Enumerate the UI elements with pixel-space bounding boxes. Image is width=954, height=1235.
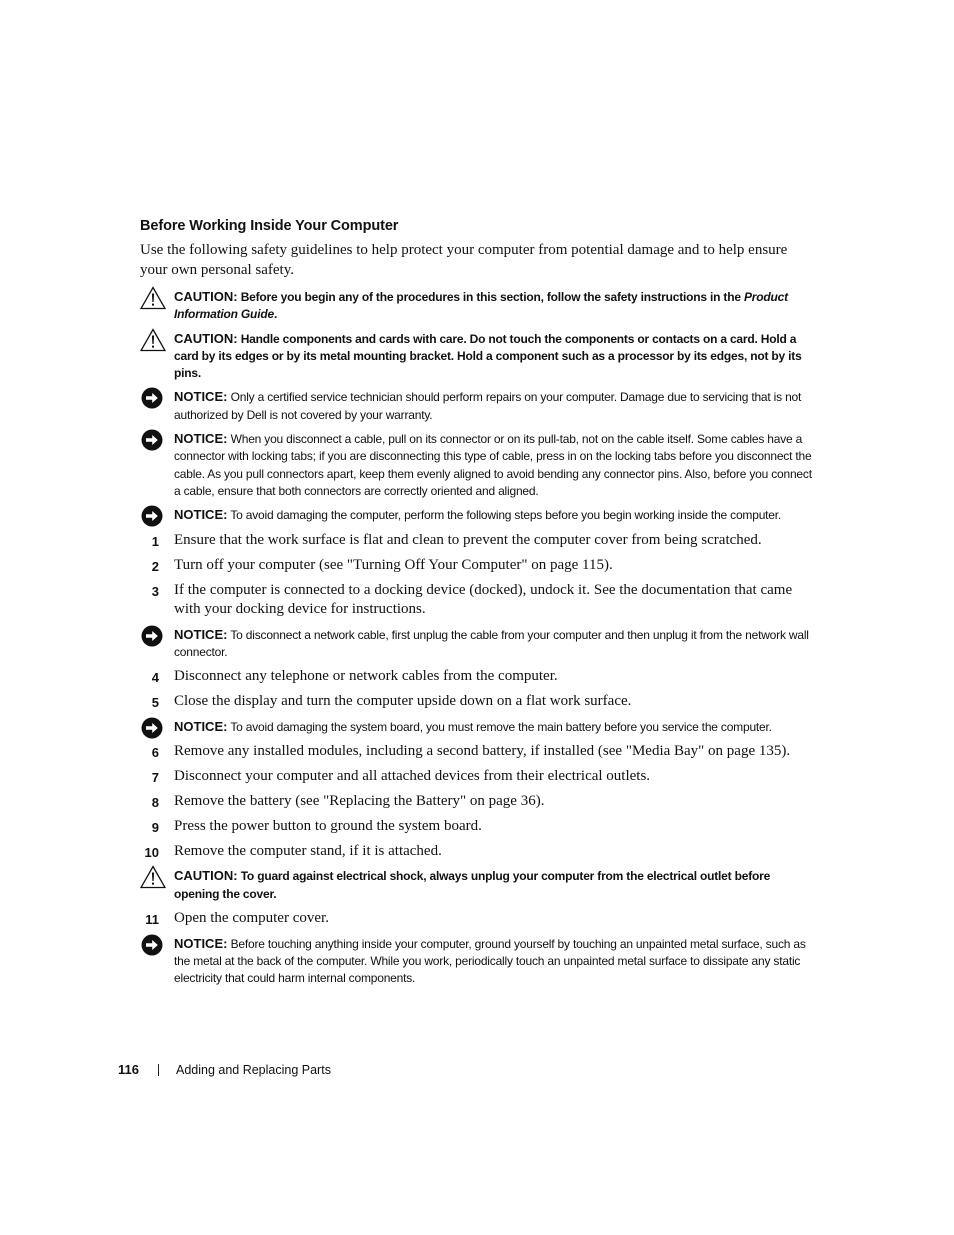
notice-text: Before touching anything inside your computer, ground yourself by touching an unpainted metal surface, such as the metal at the back of the computer. While you work, periodically touch an unpainted metal surface to dissipate any static electricity that could harm internal components. [174, 936, 806, 986]
step-text: Disconnect your computer and all attached devices from their electrical outlets. [174, 767, 651, 784]
caution-label: CAUTION: [174, 868, 238, 884]
step-text: Remove any installed modules, including a second battery, if installed (see "Media Bay" on page 135). [174, 742, 791, 759]
list-item [140, 531, 812, 551]
notice-text: To avoid damaging the computer, perform the following steps before you begin working inside the computer. [230, 508, 782, 523]
step-text: Remove the computer stand, if it is attached. [174, 842, 442, 859]
notice-block [140, 718, 812, 736]
notice-block [140, 388, 812, 424]
step-text: Remove the battery (see "Replacing the Battery" on page 36). [174, 792, 545, 809]
arrow-circle-icon [140, 624, 166, 648]
arrow-circle-icon [140, 716, 166, 740]
caution-block [140, 867, 812, 903]
step-number: 7 [151, 769, 159, 785]
step-number: 3 [151, 583, 159, 599]
caution-label: CAUTION: [174, 330, 238, 346]
list-item [140, 817, 812, 837]
list-item [140, 792, 812, 812]
notice-block [140, 626, 812, 662]
caution-block [140, 330, 812, 383]
step-number: 4 [151, 670, 159, 686]
list-item [140, 556, 812, 576]
steps-list [140, 667, 812, 712]
step-number: 11 [145, 912, 159, 928]
caution-text-end: . [273, 307, 278, 322]
step-number: 6 [151, 744, 159, 760]
product-information-guide-title: Product Information Guide [174, 290, 788, 322]
caution-text: To guard against electrical shock, always unplug your computer from the electrical outlet before opening the cover. [174, 869, 771, 901]
arrow-circle-icon [140, 504, 166, 528]
caution-label: CAUTION: [174, 289, 238, 304]
notice-label: NOTICE: [174, 389, 228, 405]
notice-block [140, 430, 812, 500]
notice-label: NOTICE: [174, 431, 228, 447]
notice-text: To disconnect a network cable, first unplug the cable from your computer and then unplug it from the network wall connector. [174, 627, 809, 659]
step-number: 9 [151, 819, 159, 835]
step-number: 8 [151, 794, 159, 810]
notice-block [140, 935, 812, 988]
page-content [140, 218, 812, 993]
arrow-circle-icon [140, 428, 166, 452]
warning-triangle-icon [140, 865, 166, 889]
steps-list [140, 531, 812, 620]
notice-label: NOTICE: [174, 718, 228, 734]
step-text: Open the computer cover. [174, 910, 329, 927]
warning-triangle-icon [140, 328, 166, 352]
list-item [140, 742, 812, 762]
step-number: 2 [151, 558, 159, 574]
steps-list [140, 742, 812, 862]
notice-label: NOTICE: [174, 626, 228, 642]
list-item [140, 581, 812, 620]
chapter-title: Adding and Replacing Parts [175, 1063, 331, 1077]
intro-paragraph: Use the following safety guidelines to help protect your computer from potential damage and to help ensure your own personal safety. [140, 242, 788, 278]
step-number: 10 [144, 844, 159, 860]
list-item [140, 842, 812, 862]
list-item [140, 667, 812, 687]
notice-label: NOTICE: [174, 507, 228, 523]
step-text: Ensure that the work surface is flat and clean to prevent the computer cover from being scratched. [174, 531, 762, 548]
step-text: Disconnect any telephone or network cables from the computer. [174, 668, 558, 685]
step-number: 1 [151, 533, 159, 549]
notice-text: When you disconnect a cable, pull on its connector or on its pull-tab, not on the cable itself. Some cables have a connector with locking tabs; if you are disconnecting this type of cable, press in on the locking tabs before you disconnect the cable. As you pull connectors apart, keep them evenly aligned to avoid bending any connector pins. Also, before you connect a cable, ensure that both connectors are correctly oriented and aligned. [174, 432, 812, 498]
step-text: Turn off your computer (see "Turning Off Your Computer" on page 115). [174, 556, 613, 573]
notice-text: Only a certified service technician should perform repairs on your computer. Damage due to servicing that is not authorized by Dell is not covered by your warranty. [174, 390, 802, 422]
caution-block [140, 288, 812, 324]
list-item [140, 909, 812, 929]
step-text: Close the display and turn the computer upside down on a flat work surface. [174, 693, 632, 710]
section-title: Before Working Inside Your Computer [140, 218, 399, 234]
step-number: 5 [151, 695, 159, 711]
steps-list [140, 909, 812, 929]
list-item [140, 767, 812, 787]
page-footer [118, 1062, 331, 1077]
caution-text: Before you begin any of the procedures in this section, follow the safety instructions in the [240, 290, 744, 304]
warning-triangle-icon [140, 286, 166, 310]
step-text: If the computer is connected to a docking device (docked), undock it. See the documentation that came with your docking device for instructions. [174, 581, 793, 618]
arrow-circle-icon [140, 386, 166, 410]
footer-divider [158, 1064, 159, 1076]
notice-text: To avoid damaging the system board, you must remove the main battery before you service the computer. [230, 719, 772, 734]
list-item [140, 692, 812, 712]
notice-label: NOTICE: [174, 935, 228, 951]
step-text: Press the power button to ground the system board. [174, 817, 482, 834]
caution-text: Handle components and cards with care. Do not touch the components or contacts on a card. Hold a card by its edges or by its metal mounting bracket. Hold a component such as a processor by its edges, not by its pins. [174, 331, 802, 381]
notice-block [140, 506, 812, 524]
page-number: 116 [118, 1062, 139, 1077]
arrow-circle-icon [140, 933, 166, 957]
